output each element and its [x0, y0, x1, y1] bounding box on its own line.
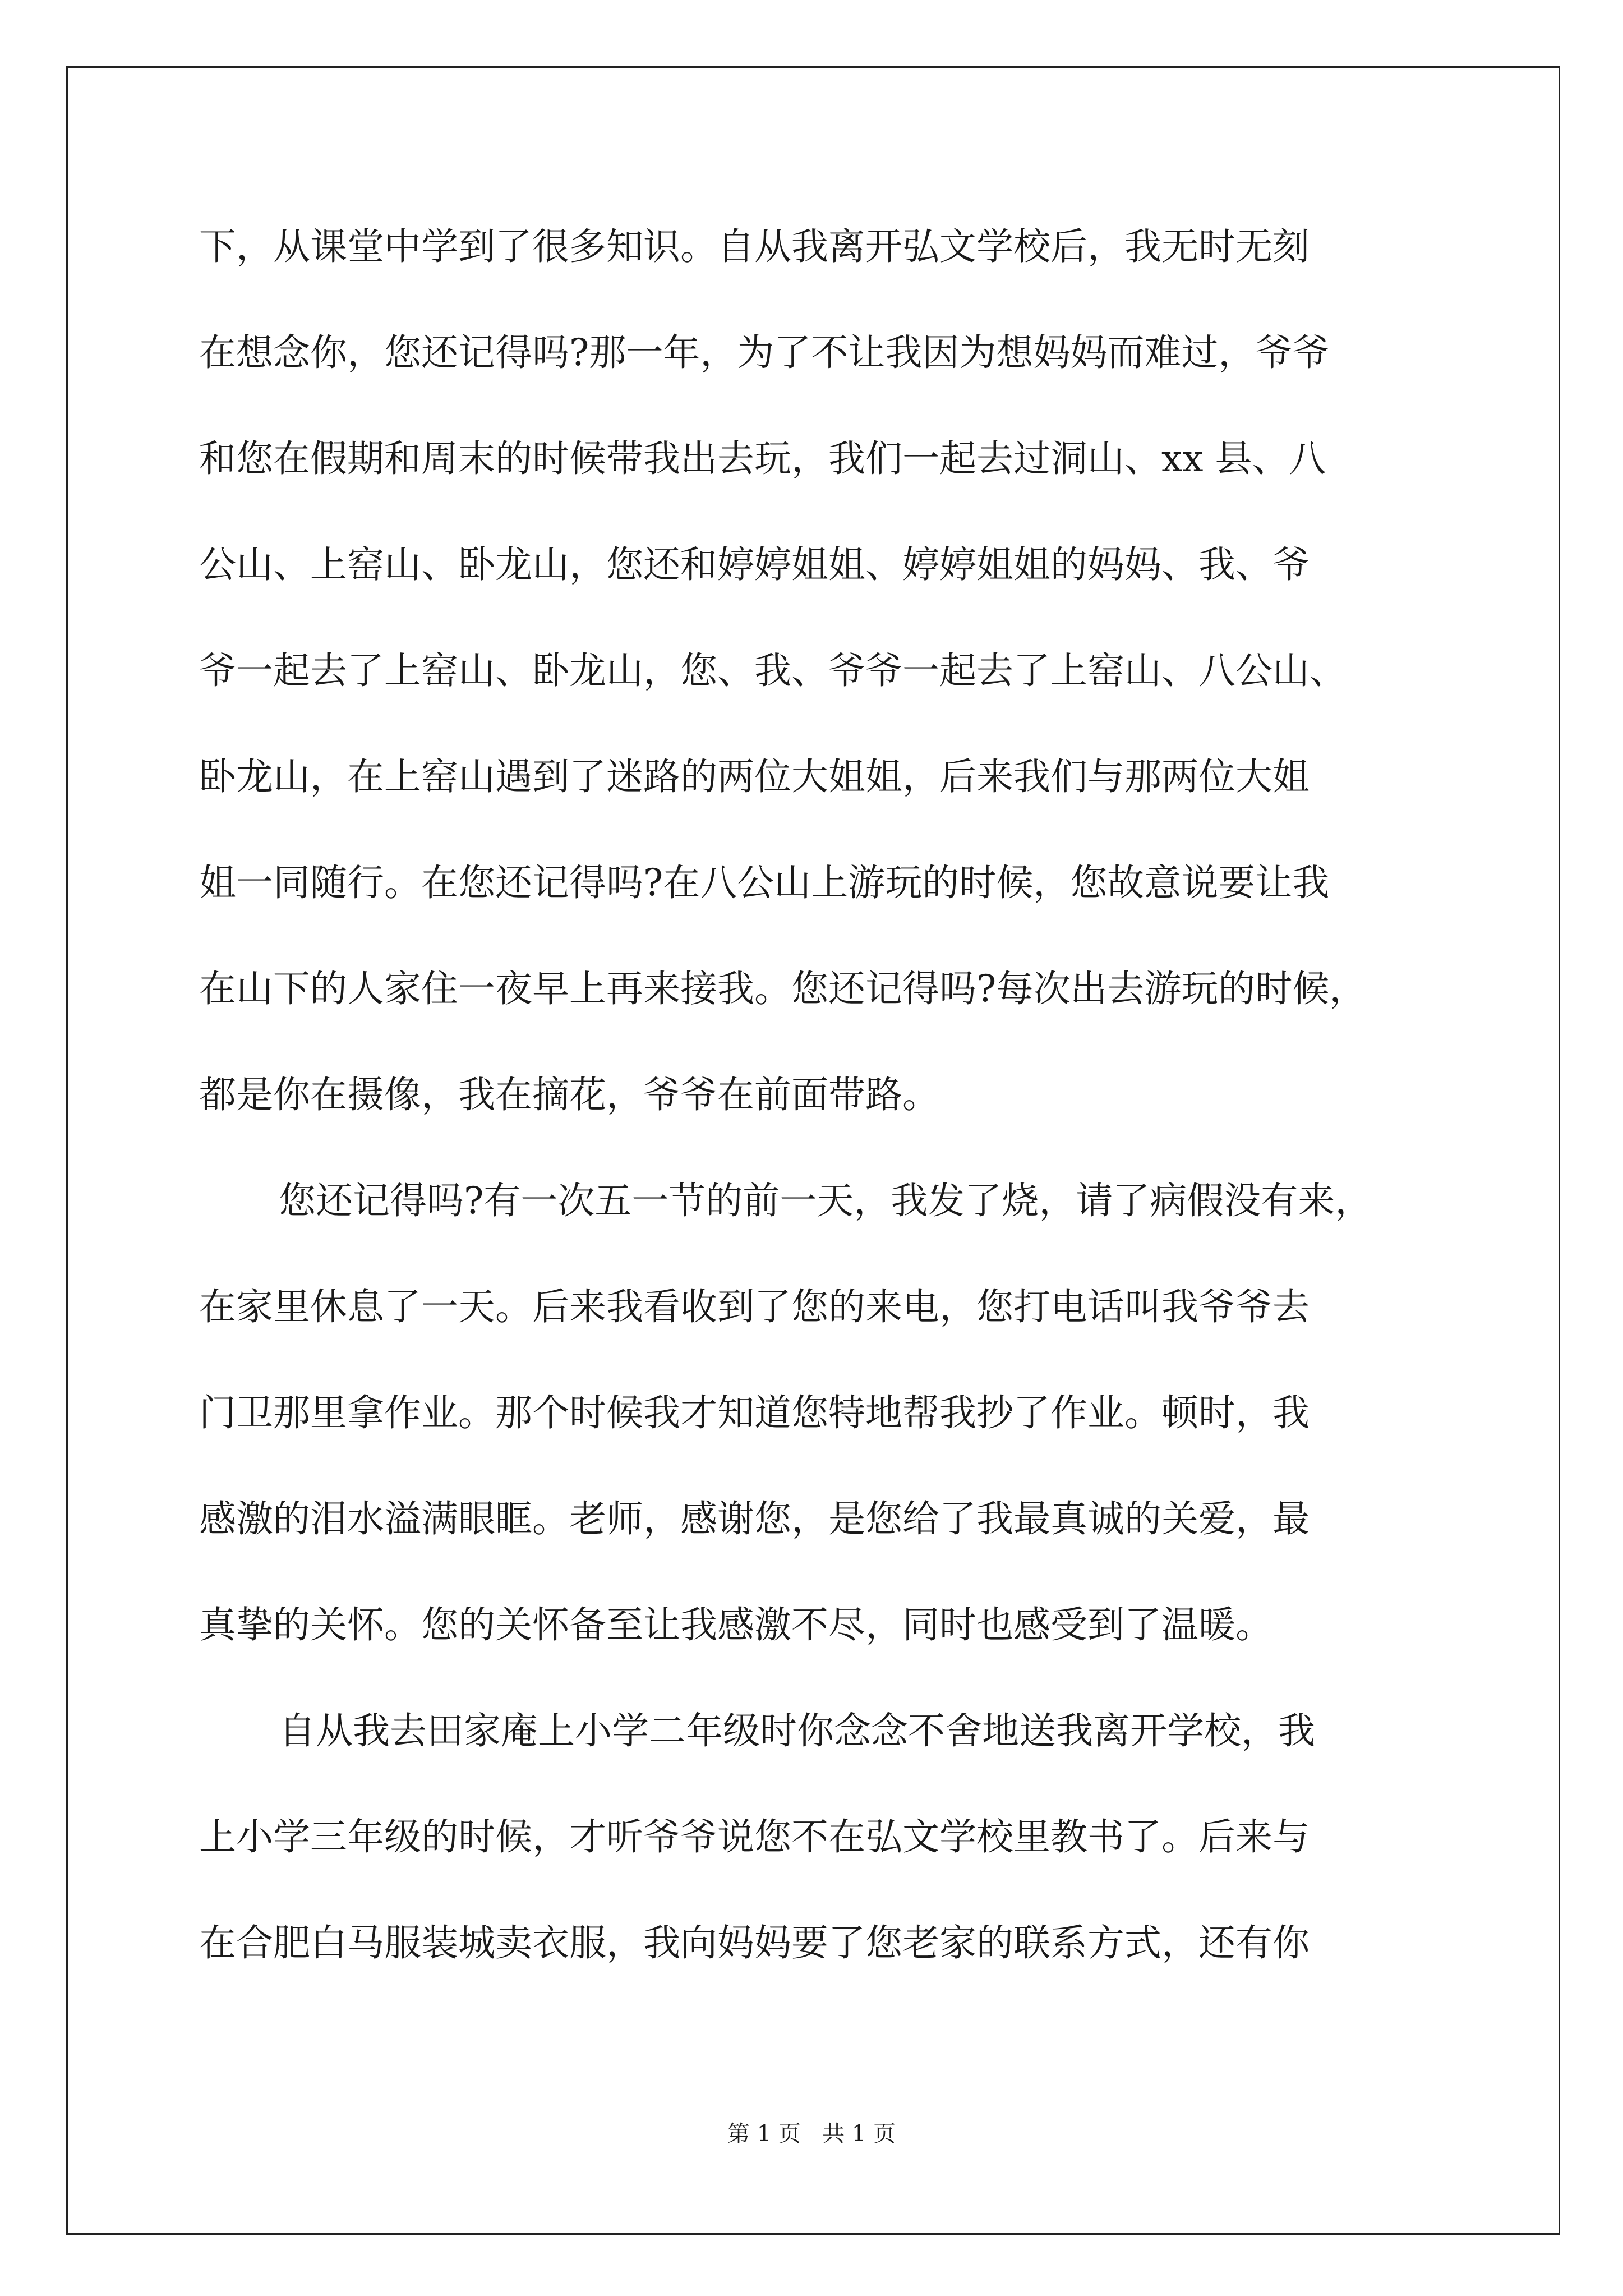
page-footer: 第 1 页 共 1 页 — [727, 2121, 896, 2147]
text-line-14: 真挚的关怀。您的关怀备至让我感激不尽，同时也感受到了温暖。 — [199, 1603, 1272, 1646]
text-line-6: 卧龙山，在上窑山遇到了迷路的两位大姐姐，后来我们与那两位大姐 — [199, 755, 1310, 798]
text-line-17: 在合肥白马服装城卖衣服，我向妈妈要了您老家的联系方式，还有你 — [199, 1921, 1310, 1964]
text-line-10: 您还记得吗?有一次五一节的前一天，我发了烧，请了病假没有来， — [279, 1179, 1372, 1222]
text-line-13: 感激的泪水溢满眼眶。老师，感谢您，是您给了我最真诚的关爱，最 — [199, 1497, 1310, 1540]
text-line-3: 和您在假期和周末的时候带我出去玩，我们一起去过洞山、xx 县、八 — [199, 437, 1326, 480]
text-line-15: 自从我去田家庵上小学二年级时你念念不舍地送我离开学校，我 — [279, 1709, 1315, 1752]
text-line-8: 在山下的人家住一夜早上再来接我。您还记得吗?每次出去游玩的时候， — [199, 967, 1367, 1010]
text-line-9: 都是你在摄像，我在摘花，爷爷在前面带路。 — [199, 1073, 939, 1116]
text-line-11: 在家里休息了一天。后来我看收到了您的来电，您打电话叫我爷爷去 — [199, 1285, 1310, 1328]
text-line-16: 上小学三年级的时候，才听爷爷说您不在弘文学校里教书了。后来与 — [199, 1815, 1310, 1858]
document-body — [199, 213, 1478, 2016]
text-line-12: 门卫那里拿作业。那个时候我才知道您特地帮我抄了作业。顿时，我 — [199, 1391, 1310, 1434]
text-line-5: 爷一起去了上窑山、卧龙山，您、我、爷爷一起去了上窑山、八公山、 — [199, 649, 1347, 692]
text-line-7: 姐一同随行。在您还记得吗?在八公山上游玩的时候，您故意说要让我 — [199, 861, 1330, 904]
text-line-1: 下，从课堂中学到了很多知识。自从我离开弘文学校后，我无时无刻 — [199, 225, 1310, 268]
text-line-4: 公山、上窑山、卧龙山，您还和婷婷姐姐、婷婷姐姐的妈妈、我、爷 — [199, 543, 1310, 586]
text-line-2: 在想念你，您还记得吗?那一年，为了不让我因为想妈妈而难过，爷爷 — [199, 331, 1330, 374]
